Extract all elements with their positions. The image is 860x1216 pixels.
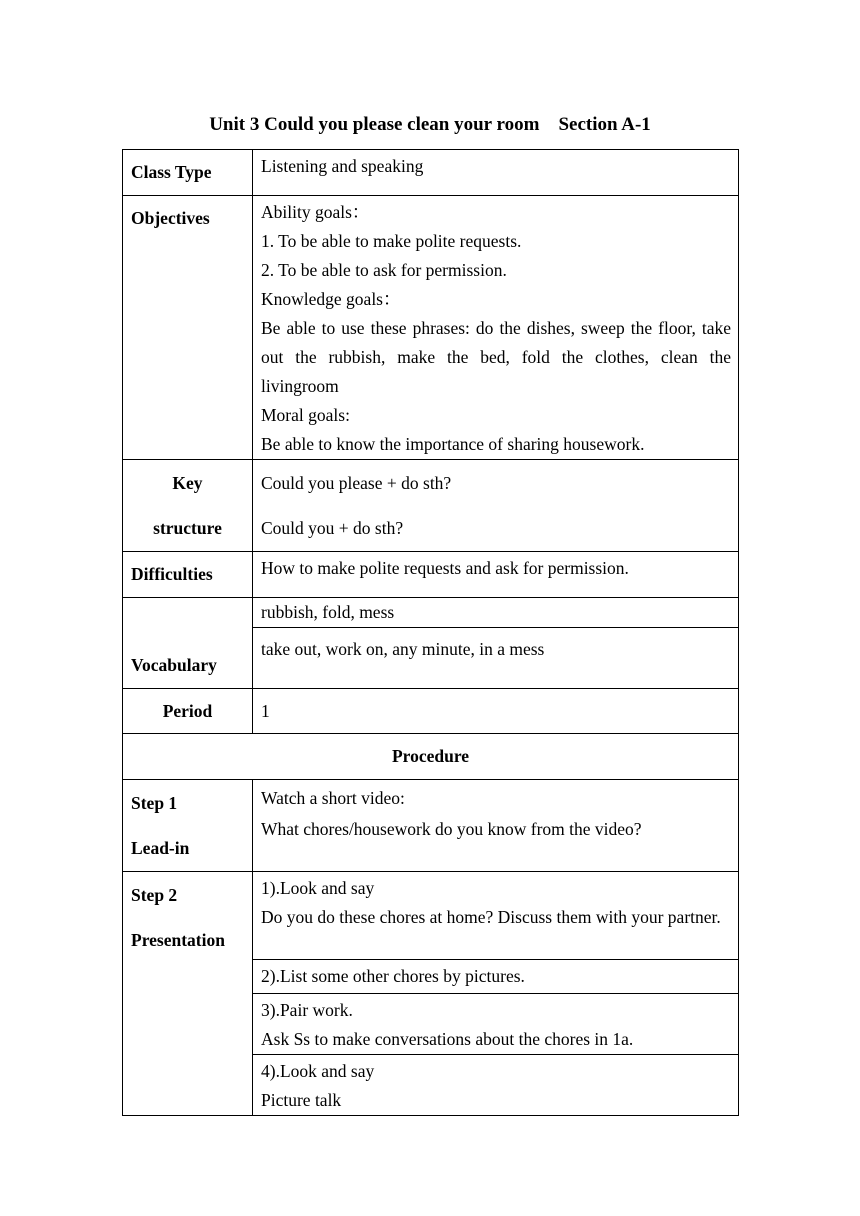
period-row [123,689,739,734]
key-structure-line-1: Could you please + do sth? [261,473,452,493]
key-structure-row [123,460,739,552]
key-structure-label-line2: structure [153,518,222,538]
step2-item-3-heading: 3).Pair work. [261,1000,353,1020]
step2-item-4-text: Picture talk [261,1090,342,1110]
step2-item-1-heading: 1).Look and say [261,878,375,898]
class-type-value-cell [253,150,739,196]
step2-item-4-heading: 4).Look and say [261,1061,375,1081]
step2-item-4-cell [253,1055,739,1116]
vocabulary-label: Vocabulary [131,655,217,675]
procedure-row [123,734,739,780]
lesson-plan-table [122,149,739,1116]
objectives-label: Objectives [131,208,210,228]
step2-item-2-cell [253,960,739,994]
objectives-content-cell [253,196,739,460]
procedure-heading-cell [123,734,739,780]
step1-label-line1: Step 1 [131,793,178,813]
ability-goal-2: 2. To be able to ask for permission. [261,260,507,280]
step2-item-1-text: Do you do these chores at home? Discuss them with your partner. [261,907,721,927]
period-label-cell [123,689,253,734]
step2-label-line1: Step 2 [131,885,178,905]
step2-item-3-text: Ask Ss to make conversations about the chores in 1a. [261,1029,634,1049]
step2-item-3-cell [253,994,739,1055]
step2-label-line2: Presentation [131,930,225,950]
step1-line-1: Watch a short video: [261,788,405,808]
procedure-heading: Procedure [391,746,470,766]
difficulties-value-cell [253,552,739,598]
ability-goal-1: 1. To be able to make polite requests. [261,231,522,251]
class-type-label: Class Type [131,162,212,182]
step1-label-cell [123,780,253,872]
vocabulary-words-cell [253,598,739,628]
moral-goals-heading: Moral goals: [261,405,350,425]
objectives-row [123,196,739,460]
vocabulary-label-cell [123,598,253,689]
key-structure-label-line1: Key [172,473,203,493]
key-structure-line-2: Could you + do sth? [261,518,404,538]
period-value-cell [253,689,739,734]
step2-item-2-text: 2).List some other chores by pictures. [261,966,525,986]
class-type-value: Listening and speaking [261,156,424,176]
key-structure-label-cell [123,460,253,552]
page-title: Unit 3 Could you please clean your room Section A-1 [209,114,651,135]
step1-label-line2: Lead-in [131,838,190,858]
difficulties-row [123,552,739,598]
knowledge-goal-text: Be able to use these phrases: do the dishes, sweep the floor, take out the rubbish, make the bed, fold the clothes, clean the livingroom [261,318,731,396]
moral-goal-text: Be able to know the importance of sharing housework. [261,434,645,454]
step2-item-1-cell [253,872,739,960]
vocabulary-phrases-cell [253,628,739,689]
key-structure-content-cell [253,460,739,552]
step1-row [123,780,739,872]
difficulties-value: How to make polite requests and ask for permission. [261,558,629,578]
knowledge-goals-heading: Knowledge goals： [261,289,401,309]
step1-line-2: What chores/housework do you know from the video? [261,819,642,839]
vocabulary-words: rubbish, fold, mess [261,602,395,622]
class-type-label-cell [123,150,253,196]
vocabulary-phrases: take out, work on, any minute, in a mess [261,639,545,659]
step2-row-1 [123,872,739,960]
period-label: Period [162,700,213,721]
period-value: 1 [261,700,270,721]
vocabulary-row-words [123,598,739,628]
objectives-label-cell [123,196,253,460]
step2-label-cell [123,872,253,1116]
difficulties-label: Difficulties [131,564,213,584]
difficulties-label-cell [123,552,253,598]
class-type-row [123,150,739,196]
step1-content-cell [253,780,739,872]
ability-goals-heading: Ability goals： [261,202,370,222]
